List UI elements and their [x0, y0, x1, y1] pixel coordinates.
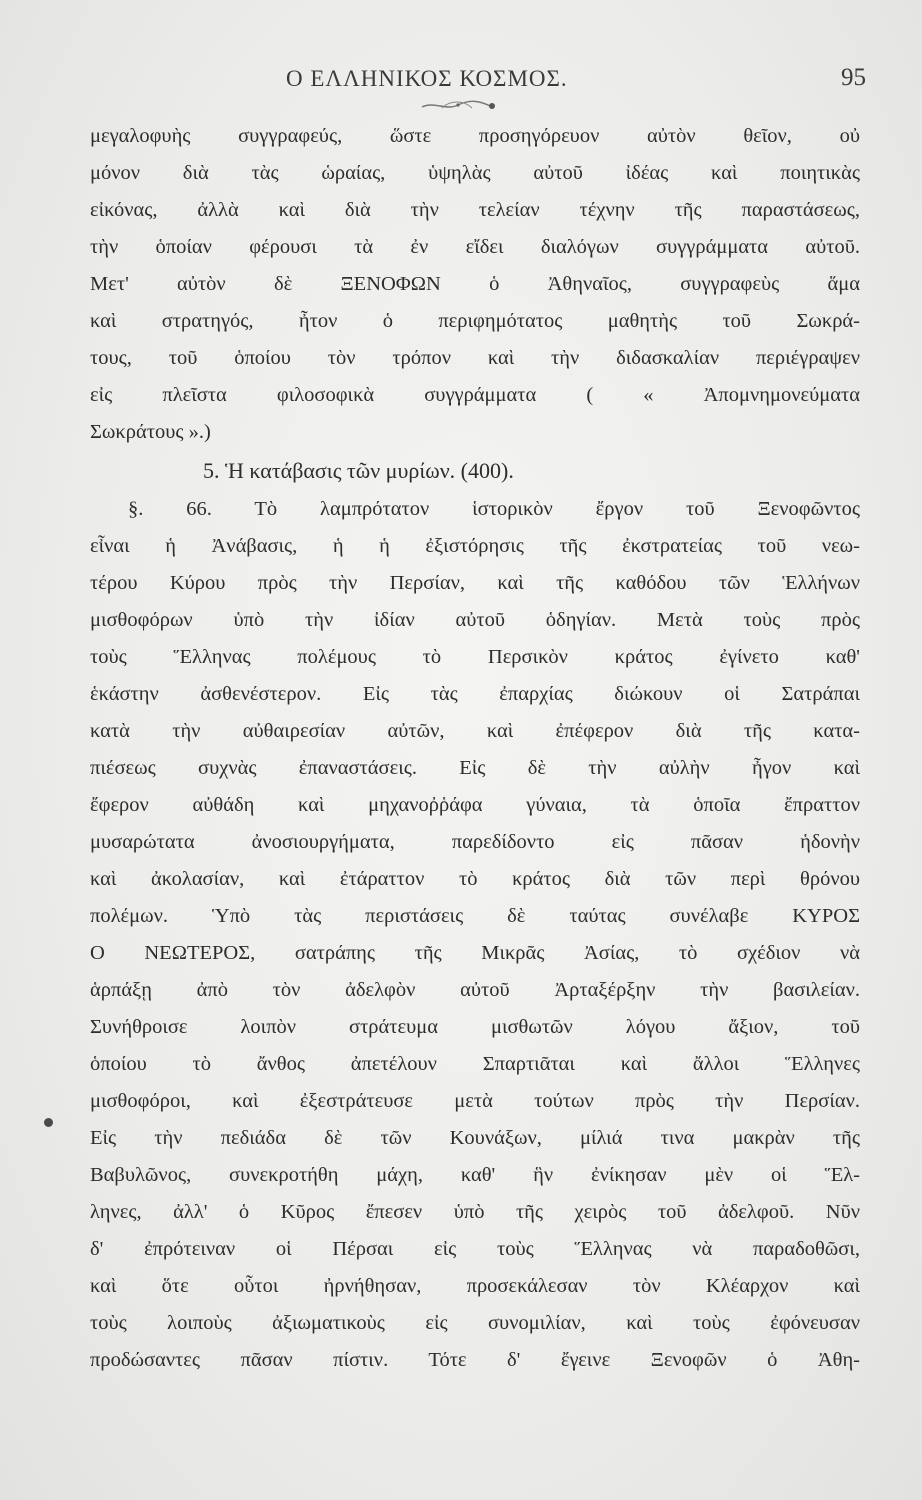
text-line: μισθοφόροι, καὶ ἐξεστράτευσε μετὰ τούτων πρὸς τὴν Περσίαν.	[90, 1090, 860, 1112]
text-line: Ο ΝΕΩΤΕΡΟΣ, σατράπης τῆς Μικρᾶς Ἀσίας, τὸ σχέδιον νὰ	[90, 942, 860, 964]
text-line: δ' ἐπρότειναν οἱ Πέρσαι εἰς τοὺς Ἕλληνας νὰ παραδοθῶσι,	[90, 1238, 860, 1260]
text-line: εἶναι ἡ Ἀνάβασις, ἡ ἡ ἐξιστόρησις τῆς ἐκστρατείας τοῦ νεω-	[90, 535, 860, 557]
text-line: καὶ στρατηγός, ἦτον ὁ περιφημότατος μαθητὴς τοῦ Σωκρά-	[90, 310, 860, 332]
text-line: κατὰ τὴν αὐθαιρεσίαν αὐτῶν, καὶ ἐπέφερον διὰ τῆς κατα-	[90, 720, 860, 742]
text-line: εἰς πλεῖστα φιλοσοφικὰ συγγράμματα ( « Ἀπομνημονεύματα	[90, 384, 860, 406]
text-line: Βαβυλῶνος, συνεκροτήθη μάχη, καθ' ἣν ἐνίκησαν μὲν οἱ Ἕλ-	[90, 1164, 860, 1186]
text-line: μυσαρώτατα ἀνοσιουργήματα, παρεδίδοντο εἰς πᾶσαν ἡδονὴν	[90, 831, 860, 853]
text-line: Εἰς τὴν πεδιάδα δὲ τῶν Κουνάξων, μίλιά τινα μακρὰν τῆς	[90, 1127, 860, 1149]
text-line: ἁρπάξῃ ἀπὸ τὸν ἀδελφὸν αὐτοῦ Ἀρταξέρξην τὴν βασιλείαν.	[90, 979, 860, 1001]
text-line: πολέμων. Ὑπὸ τὰς περιστάσεις δὲ ταύτας συνέλαβε ΚΥΡΟΣ	[90, 905, 860, 927]
text-line: προδώσαντες πᾶσαν πίστιν. Τότε δ' ἔγεινε Ξενοφῶν ὁ Ἀθη-	[90, 1349, 860, 1371]
text-line: τὴν ὁποίαν φέρουσι τὰ ἐν εἴδει διαλόγων συγγράμματα αὐτοῦ.	[90, 236, 860, 258]
text-line: Μετ' αὐτὸν δὲ ΞΕΝΟΦΩΝ ὁ Ἀθηναῖος, συγγραφεὺς ἅμα	[90, 273, 860, 295]
body-text	[90, 118, 860, 1379]
text-line: τοὺς λοιποὺς ἀξιωματικοὺς εἰς συνομιλίαν, καὶ τοὺς ἐφόνευσαν	[90, 1312, 860, 1334]
text-line: πιέσεως συχνὰς ἐπαναστάσεις. Εἰς δὲ τὴν αὐλὴν ἦγον καὶ	[90, 757, 860, 779]
text-line: μεγαλοφυὴς συγγραφεύς, ὥστε προσηγόρευον αὐτὸν θεῖον, οὐ	[90, 125, 860, 147]
text-line: Συνήθροισε λοιπὸν στράτευμα μισθωτῶν λόγου ἄξιον, τοῦ	[90, 1016, 860, 1038]
ink-spot-icon	[44, 1118, 53, 1127]
text-line: ὁποίου τὸ ἄνθος ἀπετέλουν Σπαρτιᾶται καὶ ἄλλοι Ἕλληνες	[90, 1053, 860, 1075]
text-line: ληνες, ἀλλ' ὁ Κῦρος ἔπεσεν ὑπὸ τῆς χειρὸς τοῦ ἀδελφοῦ. Νῦν	[90, 1201, 860, 1223]
text-line: μόνον διὰ τὰς ὡραίας, ὑψηλὰς αὐτοῦ ἰδέας καὶ ποιητικὰς	[90, 162, 860, 184]
text-line: καὶ ἀκολασίαν, καὶ ἐτάραττον τὸ κράτος διὰ τῶν περὶ θρόνου	[90, 868, 860, 890]
text-line: §. 66. Τὸ λαμπρότατον ἱστορικὸν ἔργον τοῦ Ξενοφῶντος	[128, 498, 860, 520]
text-line: ἑκάστην ἀσθενέστερον. Εἰς τὰς ἐπαρχίας διώκουν οἱ Σατράπαι	[90, 683, 860, 705]
text-line: εἰκόνας, ἀλλὰ καὶ διὰ τὴν τελείαν τέχνην τῆς παραστάσεως,	[90, 199, 860, 221]
decorative-flourish-icon	[420, 96, 498, 114]
text-line: τοὺς Ἕλληνας πολέμους τὸ Περσικὸν κράτος ἐγίνετο καθ'	[90, 646, 860, 668]
running-title: Ο ΕΛΛΗΝΙΚΟΣ ΚΟΣΜΟΣ.	[286, 66, 568, 91]
text-line: τους, τοῦ ὁποίου τὸν τρόπον καὶ τὴν διδασκαλίαν περιέγραψεν	[90, 347, 860, 369]
text-line: μισθοφόρων ὑπὸ τὴν ἰδίαν αὐτοῦ ὁδηγίαν. Μετὰ τοὺς πρὸς	[90, 609, 860, 631]
page-number: 95	[841, 64, 866, 91]
page-header	[90, 60, 870, 96]
text-line: τέρου Κύρου πρὸς τὴν Περσίαν, καὶ τῆς καθόδου τῶν Ἑλλήνων	[90, 572, 860, 594]
text-line: καὶ ὅτε οὗτοι ἠρνήθησαν, προσεκάλεσαν τὸν Κλέαρχον καὶ	[90, 1275, 860, 1297]
section-heading: 5. Ἡ κατάβασις τῶν μυρίων. (400).	[203, 458, 514, 483]
text-line: Σωκράτους ».)	[90, 421, 211, 443]
text-line: ἔφερον αὐθάδη καὶ μηχανοῤῥάφα γύναια, τὰ ὁποῖα ἔπραττον	[90, 794, 860, 816]
